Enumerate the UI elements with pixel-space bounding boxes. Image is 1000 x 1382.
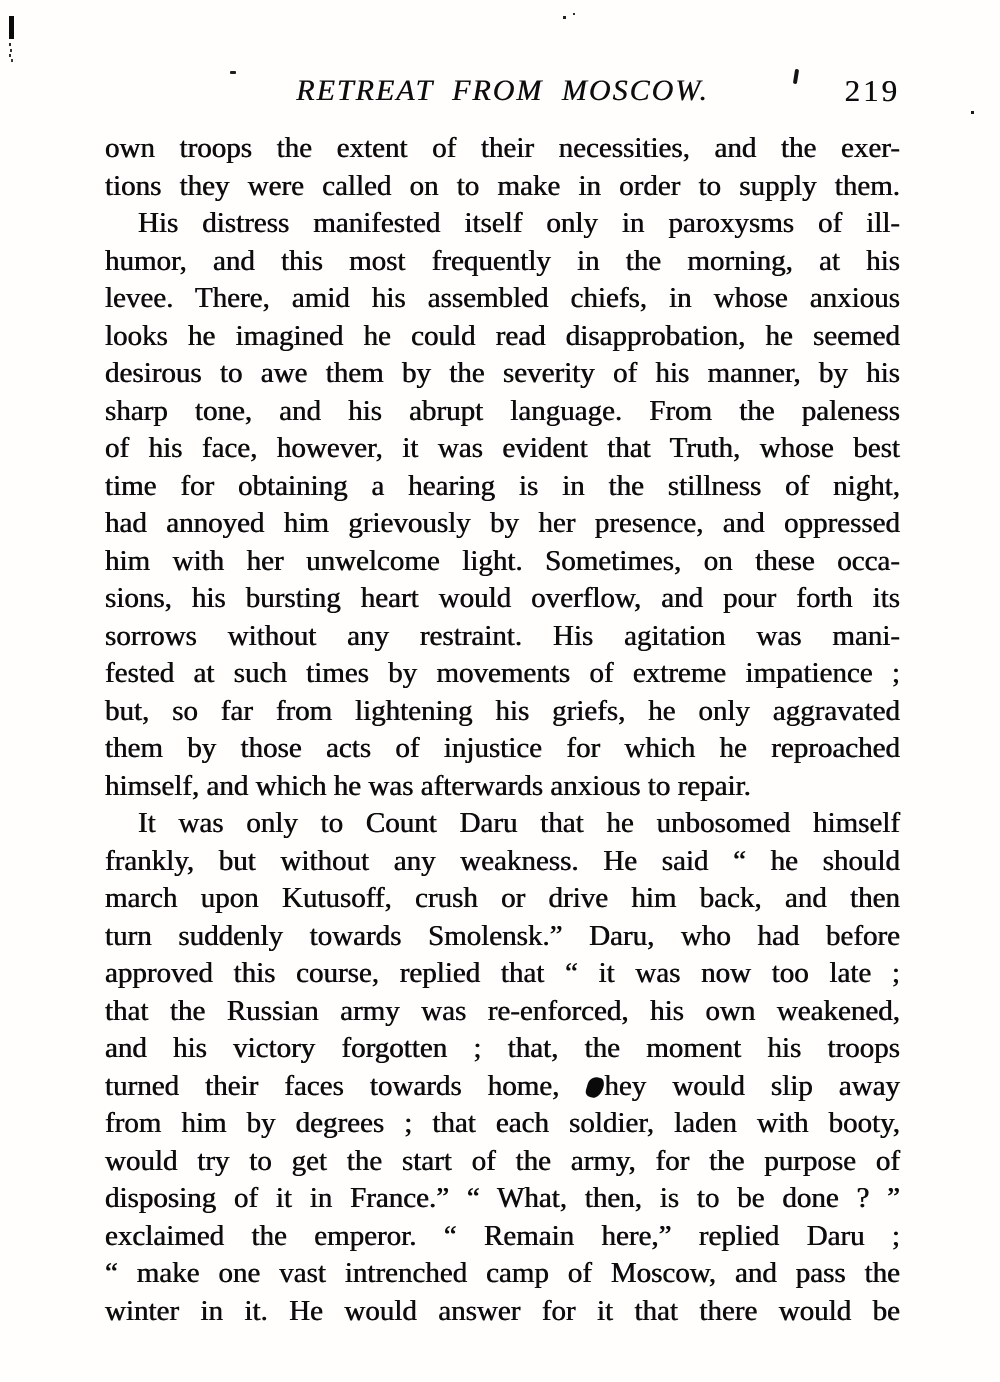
text-segment: hey would slip away: [604, 1069, 900, 1102]
top-speck-artifact: [563, 16, 566, 19]
page-number: 219: [844, 73, 900, 108]
text-line: It was only to Count Daru that he unbosomed himself: [138, 807, 900, 839]
text-line: turn suddenly towards Smolensk.” Daru, who had before: [105, 919, 900, 952]
text-line: exclaimed the emperor. “ Remain here,” replied Daru ;: [105, 1219, 900, 1252]
text-line: disposing of it in France.” “ What, then, is to be done ? ”: [105, 1182, 900, 1214]
top-speck-artifact: [573, 13, 575, 15]
text-line: but, so far from lightening his griefs, he only aggravated: [105, 694, 900, 727]
text-line: tions they were called on to make in order to supply them.: [105, 169, 900, 202]
margin-ink-dots-artifact: [9, 43, 11, 46]
text-segment: turned their faces towards home,: [105, 1069, 586, 1102]
running-title: RETREAT FROM MOSCOW.: [296, 74, 709, 107]
text-line: would try to get the start of the army, for the purpose of: [105, 1144, 900, 1177]
text-line: from him by degrees ; that each soldier, laden with booty,: [105, 1107, 900, 1139]
text-line: had annoyed him grievously by her presence, and oppressed: [105, 507, 900, 539]
text-line: himself, and which he was afterwards anxious to repair.: [105, 769, 751, 802]
text-line: levee. There, amid his assembled chiefs, in whose anxious: [105, 282, 900, 314]
right-speck-artifact: [971, 111, 974, 114]
text-line: frankly, but without any weakness. He said “ he should: [105, 844, 900, 877]
ink-blot-artifact: [585, 1075, 606, 1100]
text-line: sions, his bursting heart would overflow, and pour forth its: [105, 582, 900, 614]
text-line: that the Russian army was re-enforced, his own weakened,: [105, 994, 900, 1027]
text-line: of his face, however, it was evident that Truth, whose best: [105, 432, 900, 464]
text-line: march upon Kutusoff, crush or drive him back, and then: [105, 882, 900, 914]
text-line: desirous to awe them by the severity of his manner, by his: [105, 357, 900, 389]
text-line: fested at such times by movements of extreme impatience ;: [105, 657, 900, 689]
text-line: sharp tone, and his abrupt language. From the paleness: [105, 394, 900, 427]
text-line: sorrows without any restraint. His agitation was mani-: [105, 619, 900, 652]
text-line: time for obtaining a hearing is in the stillness of night,: [105, 469, 900, 502]
text-line: “ make one vast intrenched camp of Moscow, and pass the: [105, 1257, 900, 1289]
text-line: humor, and this most frequently in the morning, at his: [105, 244, 900, 277]
page-text: [105, 130, 900, 1330]
text-line: [105, 1068, 900, 1106]
text-line: His distress manifested itself only in paroxysms of ill-: [138, 207, 900, 239]
text-line: winter in it. He would answer for it that there would be: [105, 1294, 900, 1327]
text-line: looks he imagined he could read disapprobation, he seemed: [105, 319, 900, 352]
text-line: approved this course, replied that “ it was now too late ;: [105, 957, 900, 989]
text-line: them by those acts of injustice for which he reproached: [105, 732, 900, 764]
text-line: own troops the extent of their necessities, and the exer-: [105, 132, 900, 164]
text-line: and his victory forgotten ; that, the moment his troops: [105, 1032, 900, 1064]
margin-ink-bar-artifact: [9, 16, 14, 39]
text-line: him with her unwelcome light. Sometimes, on these occa-: [105, 544, 900, 577]
